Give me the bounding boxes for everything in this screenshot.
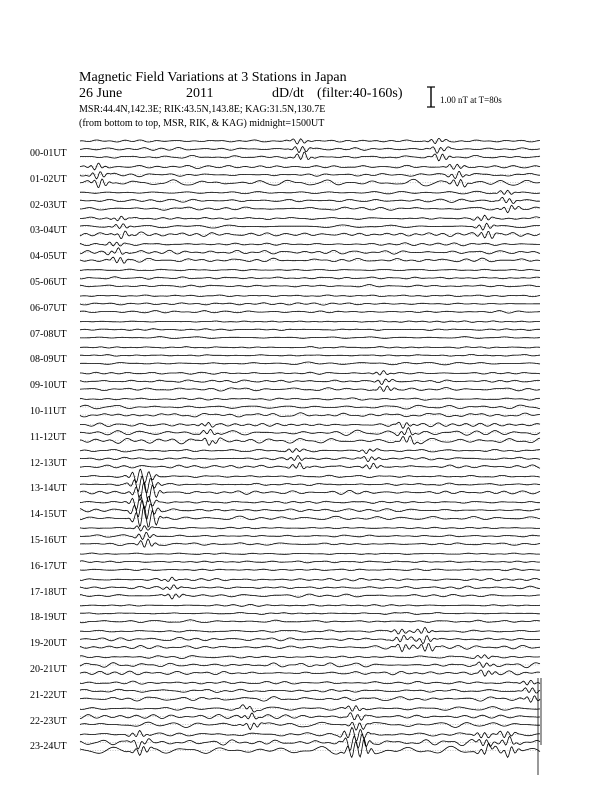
trace-msr [80, 337, 540, 339]
trace-msr [80, 436, 540, 445]
row-label: 08-09UT [30, 354, 67, 366]
trace-kag [80, 138, 540, 144]
row-label: 20-21UT [30, 664, 67, 675]
row-label: 07-08UT [30, 328, 67, 340]
scale-label: 1.00 nT at T=80s [440, 95, 502, 105]
trace-kag [80, 215, 540, 221]
trace-kag [80, 705, 540, 712]
row-label: 04-05UT [30, 251, 67, 263]
trace-rik [80, 688, 540, 693]
trace-kag [80, 422, 540, 428]
row-label: 19-20UT [30, 638, 67, 650]
row-label: 12-13UT [30, 457, 67, 469]
trace-rik [80, 303, 540, 305]
trace-rik [80, 635, 540, 644]
trace-kag [80, 269, 540, 271]
trace-rik [80, 405, 540, 409]
trace-msr [80, 539, 540, 547]
trace-rik [80, 354, 540, 356]
trace-msr [80, 670, 540, 676]
row-label: 23-24UT [30, 741, 67, 753]
trace-msr [80, 231, 540, 239]
chart-title: Magnetic Field Variations at 3 Stations in Japan [79, 70, 347, 85]
trace-kag [80, 321, 540, 322]
trace-rik [80, 379, 540, 384]
trace-msr [80, 205, 540, 212]
trace-rik [80, 613, 540, 615]
trace-rik [80, 171, 540, 179]
row-label: 22-23UT [30, 715, 67, 727]
row-label: 11-12UT [30, 431, 67, 443]
trace-msr [80, 722, 540, 730]
trace-msr [80, 285, 540, 287]
trace-msr [80, 386, 540, 391]
trace-kag [80, 577, 540, 581]
trace-rik [80, 585, 540, 590]
row-label: 17-18UT [30, 586, 67, 598]
row-label: 00-01UT [30, 148, 67, 159]
trace-kag [80, 371, 540, 375]
station-coordinates: MSR:44.4N,142.3E; RIK:43.5N,143.8E; KAG:31.5N,130.7E [79, 104, 326, 115]
row-label: 14-15UT [30, 509, 67, 521]
row-label: 06-07UT [30, 302, 67, 314]
trace-kag [80, 163, 540, 170]
trace-msr [80, 620, 540, 623]
filter-label: (filter:40-160s) [317, 86, 403, 101]
row-label: 13-14UT [30, 483, 67, 495]
trace-msr [80, 594, 540, 599]
trace-kag [80, 398, 540, 400]
station-order-note: (from bottom to top, MSR, RIK, & KAG) midnight=1500UT [79, 118, 325, 129]
row-label: 05-06UT [30, 277, 67, 288]
year-label: 2011 [186, 86, 214, 101]
trace-rik [80, 248, 540, 255]
row-label: 16-17UT [30, 560, 67, 572]
trace-msr [80, 644, 540, 652]
row-label: 15-16UT [30, 535, 67, 546]
trace-rik [80, 197, 540, 203]
trace-msr [80, 569, 540, 571]
trace-kag [80, 190, 540, 194]
trace-rik [80, 329, 540, 331]
trace-rik [80, 428, 540, 436]
row-label: 10-11UT [30, 406, 67, 417]
row-label: 03-04UT [30, 225, 67, 237]
trace-rik [80, 532, 540, 539]
row-label: 21-22UT [30, 689, 67, 701]
trace-msr [80, 179, 540, 188]
quantity-label: dD/dt [272, 86, 304, 101]
trace-kag [80, 627, 540, 634]
row-label: 09-10UT [30, 380, 67, 392]
trace-rik [80, 147, 540, 154]
trace-msr [80, 152, 540, 161]
trace-rik [80, 456, 540, 462]
trace-kag [80, 680, 540, 685]
row-label: 18-19UT [30, 612, 67, 624]
row-label: 02-03UT [30, 199, 67, 211]
trace-kag [80, 449, 540, 454]
trace-rik [80, 500, 540, 519]
trace-kag [80, 553, 540, 554]
row-label: 01-02UT [30, 173, 67, 185]
trace-msr [80, 463, 540, 469]
trace-rik [80, 223, 540, 230]
trace-kag [80, 295, 540, 297]
trace-msr [80, 739, 540, 757]
trace-kag [80, 655, 540, 659]
date-label: 26 June [79, 86, 123, 101]
